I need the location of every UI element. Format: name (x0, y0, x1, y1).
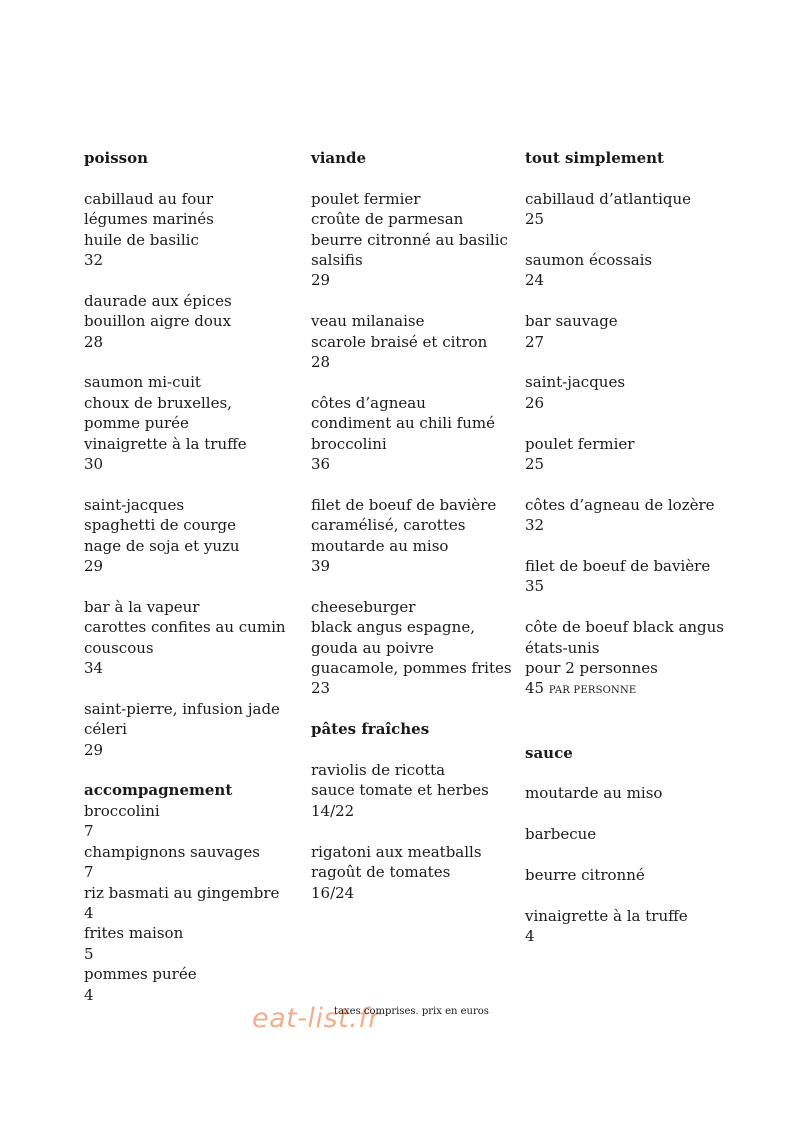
dish-price: 32 (525, 516, 545, 535)
dish-line: cheeseburger (311, 597, 416, 616)
dish-line: filet de boeuf de bavière (525, 557, 711, 576)
dish-price: 29 (84, 740, 104, 759)
sauce-name: beurre citronné (525, 866, 645, 885)
dish-price: 34 (84, 659, 104, 678)
dish-item (525, 189, 765, 230)
dish-line: états-unis (525, 638, 600, 657)
dish-line: bar sauvage (525, 312, 618, 331)
dish-line: beurre citronné au basilic (311, 230, 508, 249)
side-name: broccolini (84, 801, 160, 820)
section-heading-pates: pâtes fraîches (311, 720, 430, 739)
dish-price-row (525, 678, 765, 701)
side-item (84, 801, 299, 842)
dish-item (84, 372, 299, 474)
dish-item (84, 699, 299, 760)
dish-line: choux de bruxelles, (84, 393, 232, 412)
sauce-name: vinaigrette à la truffe (525, 906, 688, 925)
side-item (84, 923, 299, 964)
column-tout-simplement (525, 148, 765, 947)
dish-line: vinaigrette à la truffe (84, 434, 247, 453)
dish-line: gouda au poivre (311, 638, 434, 657)
dish-line: guacamole, pommes frites (311, 659, 512, 678)
dish-price: 24 (525, 271, 545, 290)
sauce-item (525, 865, 765, 885)
dish-item (311, 311, 516, 372)
section-heading-poisson: poisson (84, 149, 148, 167)
dish-line: bouillon aigre doux (84, 312, 232, 331)
side-price: 4 (84, 903, 94, 922)
dish-price: 36 (311, 455, 331, 474)
dish-item (84, 495, 299, 577)
side-price: 4 (84, 985, 94, 1004)
dish-item (525, 495, 765, 536)
dish-line: côtes d’agneau (311, 393, 426, 412)
section-heading-sauce: sauce (525, 743, 573, 762)
dish-line: moutarde au miso (311, 536, 449, 555)
dish-line: carottes confites au cumin (84, 618, 286, 637)
dish-line: saint-jacques (84, 495, 185, 514)
dish-price: 23 (311, 679, 331, 698)
dish-line: céleri (84, 720, 127, 739)
dish-line: pomme purée (84, 414, 189, 433)
column-viande (311, 148, 516, 903)
dish-line: filet de boeuf de bavière (311, 495, 497, 514)
sauce-item (525, 906, 765, 947)
dish-line: broccolini (311, 434, 387, 453)
sauce-name: moutarde au miso (525, 784, 663, 803)
dish-line: huile de basilic (84, 230, 199, 249)
dish-line: scarole braisé et citron (311, 332, 488, 351)
dish-price: 29 (311, 271, 331, 290)
dish-item (311, 597, 516, 699)
dish-line: bar à la vapeur (84, 597, 200, 616)
dish-line: cabillaud au four (84, 189, 214, 208)
dish-item (311, 189, 516, 291)
dish-line: poulet fermier (311, 189, 421, 208)
dish-price: 39 (311, 557, 331, 576)
dish-line: côtes d’agneau de lozère (525, 495, 715, 514)
dish-line: saumon mi-cuit (84, 373, 201, 392)
dish-line: nage de soja et yuzu (84, 536, 240, 555)
dish-item (84, 189, 299, 271)
side-item (84, 964, 299, 1005)
dish-price: 35 (525, 577, 545, 596)
dish-line: croûte de parmesan (311, 210, 464, 229)
dish-price: 30 (84, 455, 104, 474)
dish-price: 28 (311, 353, 331, 372)
dish-item (525, 250, 765, 291)
dish-item (525, 311, 765, 352)
dish-price: 29 (84, 557, 104, 576)
dish-item-special (525, 617, 765, 702)
column-poisson (84, 148, 299, 1005)
sauce-item (525, 824, 765, 844)
sauce-item (525, 783, 765, 803)
side-price: 7 (84, 822, 94, 841)
dish-item (84, 597, 299, 679)
dish-line: sauce tomate et herbes (311, 781, 489, 800)
dish-line: légumes marinés (84, 210, 214, 229)
dish-item (311, 495, 516, 577)
dish-price: 25 (525, 455, 545, 474)
dish-item (84, 291, 299, 352)
dish-line: caramélisé, carottes (311, 516, 466, 535)
dish-price: 32 (84, 251, 104, 270)
dish-price: 25 (525, 210, 545, 229)
side-name: champignons sauvages (84, 842, 260, 861)
dish-item (311, 842, 516, 903)
dish-line: black angus espagne, (311, 618, 475, 637)
dish-line: condiment au chili fumé (311, 414, 495, 433)
sauce-name: barbecue (525, 825, 597, 844)
side-price: 5 (84, 944, 94, 963)
section-heading-tout-simplement: tout simplement (525, 149, 664, 167)
sauce-price: 4 (525, 927, 535, 946)
dish-price: 26 (525, 393, 545, 412)
dish-item (311, 760, 516, 821)
dish-line: saint-jacques (525, 373, 626, 392)
footer-note: taxes comprises. prix en euros (334, 1006, 489, 1017)
side-price: 7 (84, 863, 94, 882)
dish-price: 16/24 (311, 883, 355, 902)
dish-line: raviolis de ricotta (311, 761, 446, 780)
dish-line: pour 2 personnes (525, 659, 658, 678)
watermark-logo: eat-list.fr (252, 1003, 380, 1034)
side-item (84, 883, 299, 924)
dish-line: couscous (84, 638, 154, 657)
price-note: PAR PERSONNE (548, 685, 637, 697)
dish-line: veau milanaise (311, 312, 425, 331)
dish-line: côte de boeuf black angus (525, 618, 725, 637)
dish-price: 45 (525, 679, 545, 698)
dish-item (525, 434, 765, 475)
dish-line: rigatoni aux meatballs (311, 842, 482, 861)
dish-line: spaghetti de courge (84, 516, 236, 535)
section-heading-viande: viande (311, 149, 367, 167)
side-item (84, 842, 299, 883)
dish-line: salsifis (311, 251, 363, 270)
section-spacer (525, 722, 765, 742)
dish-line: saint-pierre, infusion jade (84, 699, 280, 718)
dish-price: 14/22 (311, 801, 355, 820)
dish-line: daurade aux épices (84, 291, 232, 310)
dish-item (525, 556, 765, 597)
side-name: riz basmati au gingembre (84, 883, 280, 902)
dish-line: saumon écossais (525, 251, 653, 269)
dish-item (311, 393, 516, 475)
section-heading-accompagnement: accompagnement (84, 781, 233, 800)
side-name: pommes purée (84, 965, 197, 984)
dish-line: cabillaud d’atlantique (525, 189, 692, 208)
dish-item (525, 372, 765, 413)
dish-line: ragoût de tomates (311, 863, 451, 882)
dish-line: poulet fermier (525, 434, 635, 453)
dish-price: 28 (84, 332, 104, 351)
side-name: frites maison (84, 924, 184, 943)
dish-price: 27 (525, 332, 545, 351)
